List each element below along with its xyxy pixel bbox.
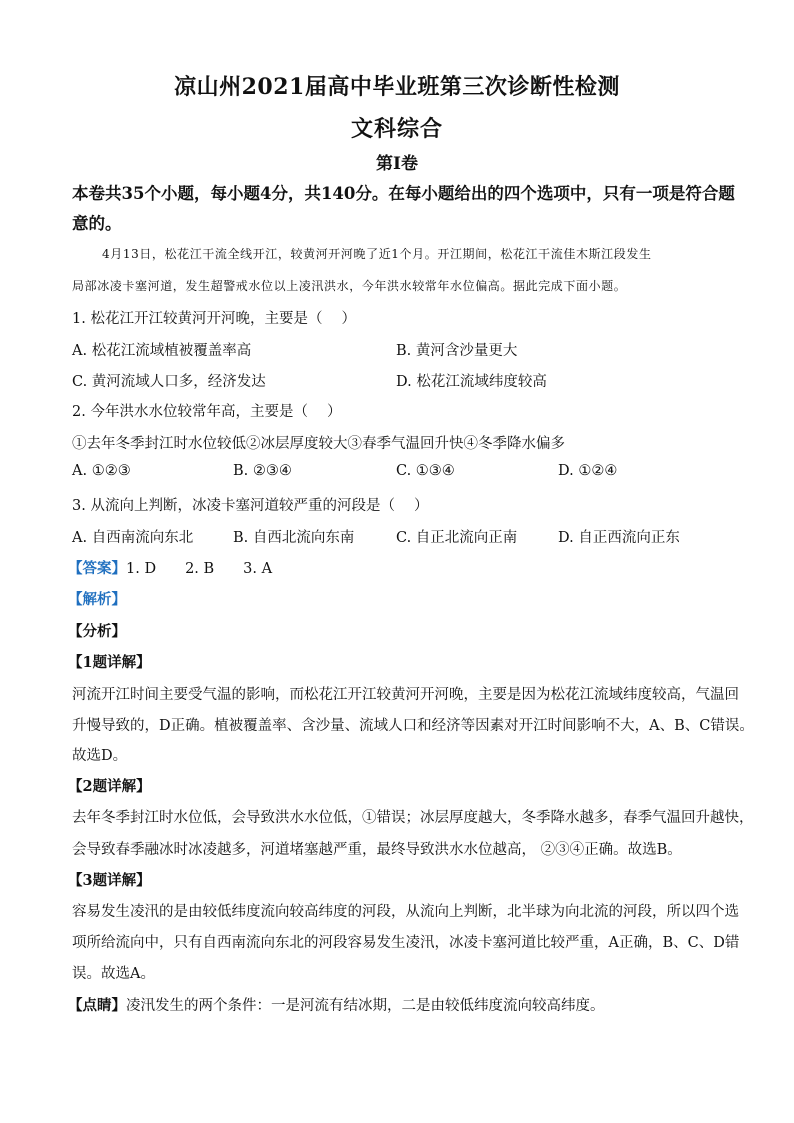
answer-line bbox=[68, 557, 720, 578]
answer-text: 1. D 2. B 3. A bbox=[126, 561, 273, 577]
q3-option-c: C. 自正北流向正南 bbox=[396, 530, 518, 546]
q3-option-d: D. 自正西流向正东 bbox=[558, 530, 680, 546]
detail-2-line-2: 会导致春季融冰时冰凌越多，河道堵塞越严重，最终导致洪水水位越高， ②③④正确。故选B。 bbox=[72, 842, 682, 858]
tip-label: 【点睛】 bbox=[68, 997, 126, 1014]
q1-option-d: D. 松花江流域纬度较高 bbox=[396, 374, 547, 390]
detail-3-line-1: 容易发生凌汛的是由较低纬度流向较高纬度的河段，从流向上判断，北半球为向北流的河段，所以四个选 bbox=[72, 904, 739, 920]
question-1-stem: 1. 松花江开江较黄河开河晚，主要是（ ） bbox=[72, 311, 357, 327]
detail-1-line-2: 升慢导致的，D正确。植被覆盖率、含沙量、流域人口和经济等因素对开江时间影响不大，A、B、C错误。 bbox=[72, 718, 754, 734]
detail-2-line-1: 去年冬季封江时水位低，会导致洪水水位低，①错误；冰层厚度越大，冬季降水越多，春季气温回升越快， bbox=[72, 810, 754, 826]
q1-option-c: C. 黄河流域人口多，经济发达 bbox=[72, 374, 266, 390]
instructions-line-1: 本卷共35个小题，每小题4分，共140分。在每小题给出的四个选项中，只有一项是符合题 bbox=[72, 184, 735, 203]
detail-1-line-3: 故选D。 bbox=[72, 748, 128, 764]
detail-1-line-1: 河流开江时间主要受气温的影响，而松花江开江较黄河开河晚，主要是因为松花江流域纬度较高，气温回 bbox=[72, 687, 739, 703]
question-2-statements: ①去年冬季封江时水位较低②冰层厚度较大③春季气温回升快④冬季降水偏多 bbox=[72, 436, 565, 452]
q3-option-b: B. 自西北流向东南 bbox=[233, 530, 355, 546]
answer-label: 【答案】 bbox=[68, 560, 126, 577]
q2-option-a: A. ①②③ bbox=[72, 463, 131, 479]
q1-option-a: A. 松花江流域植被覆盖率高 bbox=[72, 343, 252, 359]
detail-2-label: 【2题详解】 bbox=[68, 778, 151, 795]
section-title: 第I卷 bbox=[376, 154, 418, 174]
instructions-line-2: 意的。 bbox=[72, 214, 122, 233]
q3-option-a: A. 自西南流向东北 bbox=[72, 530, 194, 546]
detail-3-line-3: 误。故选A。 bbox=[72, 966, 155, 982]
passage-line-1: 4月13日，松花江干流全线开江，较黄河开河晚了近1个月。开江期间，松花江干流佳木斯江段发生 bbox=[102, 247, 652, 261]
q2-option-c: C. ①③④ bbox=[396, 463, 455, 479]
analysis-label: 【解析】 bbox=[68, 591, 126, 608]
tip-text: 凌汛发生的两个条件：一是河流有结冰期，二是由较低纬度流向较高纬度。 bbox=[126, 998, 605, 1014]
detail-1-label: 【1题详解】 bbox=[68, 654, 151, 671]
detail-3-label: 【3题详解】 bbox=[68, 872, 151, 889]
tip-line bbox=[68, 994, 720, 1015]
exam-title: 凉山州2021届高中毕业班第三次诊断性检测 bbox=[174, 74, 620, 100]
detail-3-line-2: 项所给流向中，只有自西南流向东北的河段容易发生凌汛，冰凌卡塞河道比较严重，A正确，B、C、D错 bbox=[72, 935, 740, 951]
fenxi-label: 【分析】 bbox=[68, 623, 126, 640]
q1-option-b: B. 黄河含沙量更大 bbox=[396, 343, 518, 359]
question-3-stem: 3. 从流向上判断，冰凌卡塞河道较严重的河段是（ ） bbox=[72, 498, 429, 514]
passage-line-2: 局部冰凌卡塞河道，发生超警戒水位以上凌汛洪水，今年洪水较常年水位偏高。据此完成下面小题。 bbox=[72, 279, 627, 293]
q2-option-b: B. ②③④ bbox=[233, 463, 292, 479]
subject-title: 文科综合 bbox=[350, 116, 443, 142]
q2-option-d: D. ①②④ bbox=[558, 463, 618, 479]
question-2-stem: 2. 今年洪水水位较常年高，主要是（ ） bbox=[72, 404, 342, 420]
